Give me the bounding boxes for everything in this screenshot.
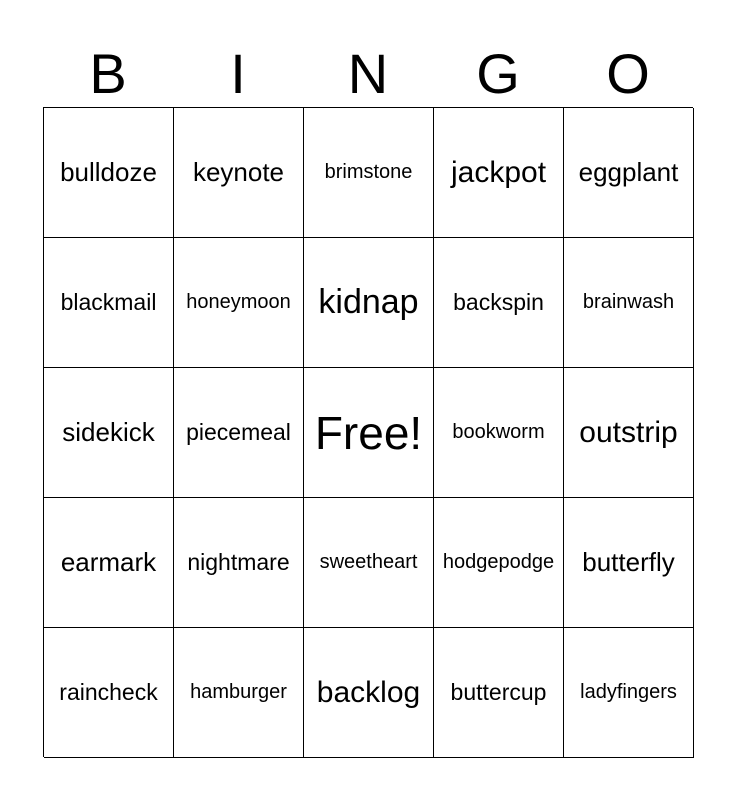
bingo-cell: piecemeal	[174, 368, 304, 498]
bingo-cell: brimstone	[304, 108, 434, 238]
bingo-cell: sidekick	[44, 368, 174, 498]
bingo-cell: blackmail	[44, 238, 174, 368]
bingo-cell: keynote	[174, 108, 304, 238]
bingo-cell: sweetheart	[304, 498, 434, 628]
header-letter-i: I	[230, 42, 246, 105]
bingo-cell: bookworm	[434, 368, 564, 498]
bingo-cell: brainwash	[564, 238, 694, 368]
bingo-cell: earmark	[44, 498, 174, 628]
bingo-cell: jackpot	[434, 108, 564, 238]
bingo-cell: kidnap	[304, 238, 434, 368]
header-letter-n: N	[347, 42, 389, 105]
bingo-cell: buttercup	[434, 628, 564, 758]
bingo-cell: raincheck	[44, 628, 174, 758]
bingo-cell: hamburger	[174, 628, 304, 758]
bingo-cell: nightmare	[174, 498, 304, 628]
bingo-card-grid	[43, 107, 693, 757]
bingo-header	[43, 40, 693, 108]
bingo-cell: bulldoze	[44, 108, 174, 238]
bingo-cell: honeymoon	[174, 238, 304, 368]
bingo-cell: butterfly	[564, 498, 694, 628]
header-letter-b: B	[89, 42, 127, 105]
header-letter-g: G	[476, 42, 520, 105]
bingo-cell: backlog	[304, 628, 434, 758]
header-letter-o: O	[606, 42, 650, 105]
bingo-cell: eggplant	[564, 108, 694, 238]
free-space-cell: Free!	[304, 368, 434, 498]
bingo-cell: backspin	[434, 238, 564, 368]
bingo-cell: hodgepodge	[434, 498, 564, 628]
bingo-cell: outstrip	[564, 368, 694, 498]
bingo-cell: ladyfingers	[564, 628, 694, 758]
